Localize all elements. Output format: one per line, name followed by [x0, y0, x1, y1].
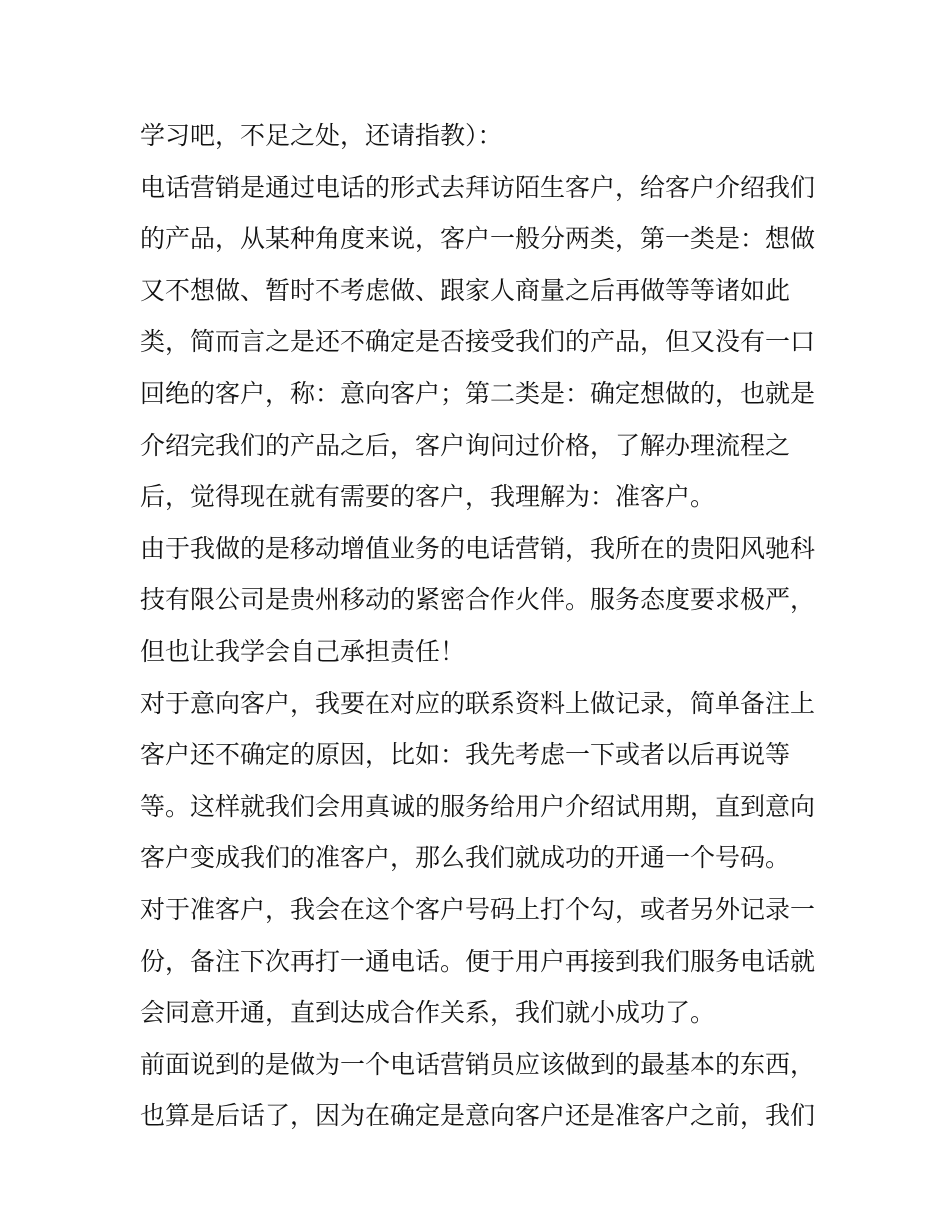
text-line: 对于意向客户，我要在对应的联系资料上做记录，简单备注上: [140, 688, 816, 718]
document-body: [140, 110, 820, 1142]
text-line: 技有限公司是贵州移动的紧密合作火伴。服务态度要求极严，: [140, 585, 816, 615]
text-line: 也算是后话了，因为在确定是意向客户还是准客户之前，我们: [140, 1101, 816, 1131]
text-line: 等。这样就我们会用真诚的服务给用户介绍试用期，直到意向: [140, 791, 816, 821]
text-line: 客户还不确定的原因，比如：我先考虑一下或者以后再说等: [140, 740, 791, 770]
text-line: 学习吧，不足之处，还请指教）：: [140, 121, 503, 150]
text-line: 的产品，从某种角度来说，客户一般分两类，第一类是：想做: [140, 224, 816, 254]
text-line: 但也让我学会自己承担责任！: [140, 636, 466, 666]
text-line: 电话营销是通过电话的形式去拜访陌生客户，给客户介绍我们: [140, 172, 816, 202]
paragraph-5: [140, 884, 820, 1039]
text-line: 类，简而言之是还不确定是否接受我们的产品，但又没有一口: [140, 327, 816, 357]
text-line: 介绍完我们的产品之后，客户询问过价格，了解办理流程之: [140, 430, 791, 460]
paragraph-6: [140, 1039, 820, 1142]
paragraph-2: [140, 162, 820, 523]
text-line: 后，觉得现在就有需要的客户，我理解为：准客户。: [140, 482, 716, 512]
text-line: 份，备注下次再打一通电话。便于用户再接到我们服务电话就: [140, 946, 816, 976]
text-line: 会同意开通，直到达成合作关系，我们就小成功了。: [140, 998, 716, 1028]
text-line: 又不想做、暂时不考虑做、跟家人商量之后再做等等诸如此: [140, 275, 791, 305]
paragraph-3: [140, 523, 820, 678]
text-line: 由于我做的是移动增值业务的电话营销，我所在的贵阳风驰科: [140, 533, 816, 563]
text-line: 客户变成我们的准客户，那么我们就成功的开通一个号码。: [140, 843, 791, 873]
paragraph-1: [140, 110, 820, 162]
text-line: 回绝的客户，称：意向客户；第二类是：确定想做的，也就是: [140, 378, 816, 408]
text-line: 前面说到的是做为一个电话营销员应该做到的最基本的东西，: [140, 1049, 816, 1079]
text-line: 对于准客户，我会在这个客户号码上打个勾，或者另外记录一: [140, 894, 816, 924]
paragraph-4: [140, 678, 820, 884]
